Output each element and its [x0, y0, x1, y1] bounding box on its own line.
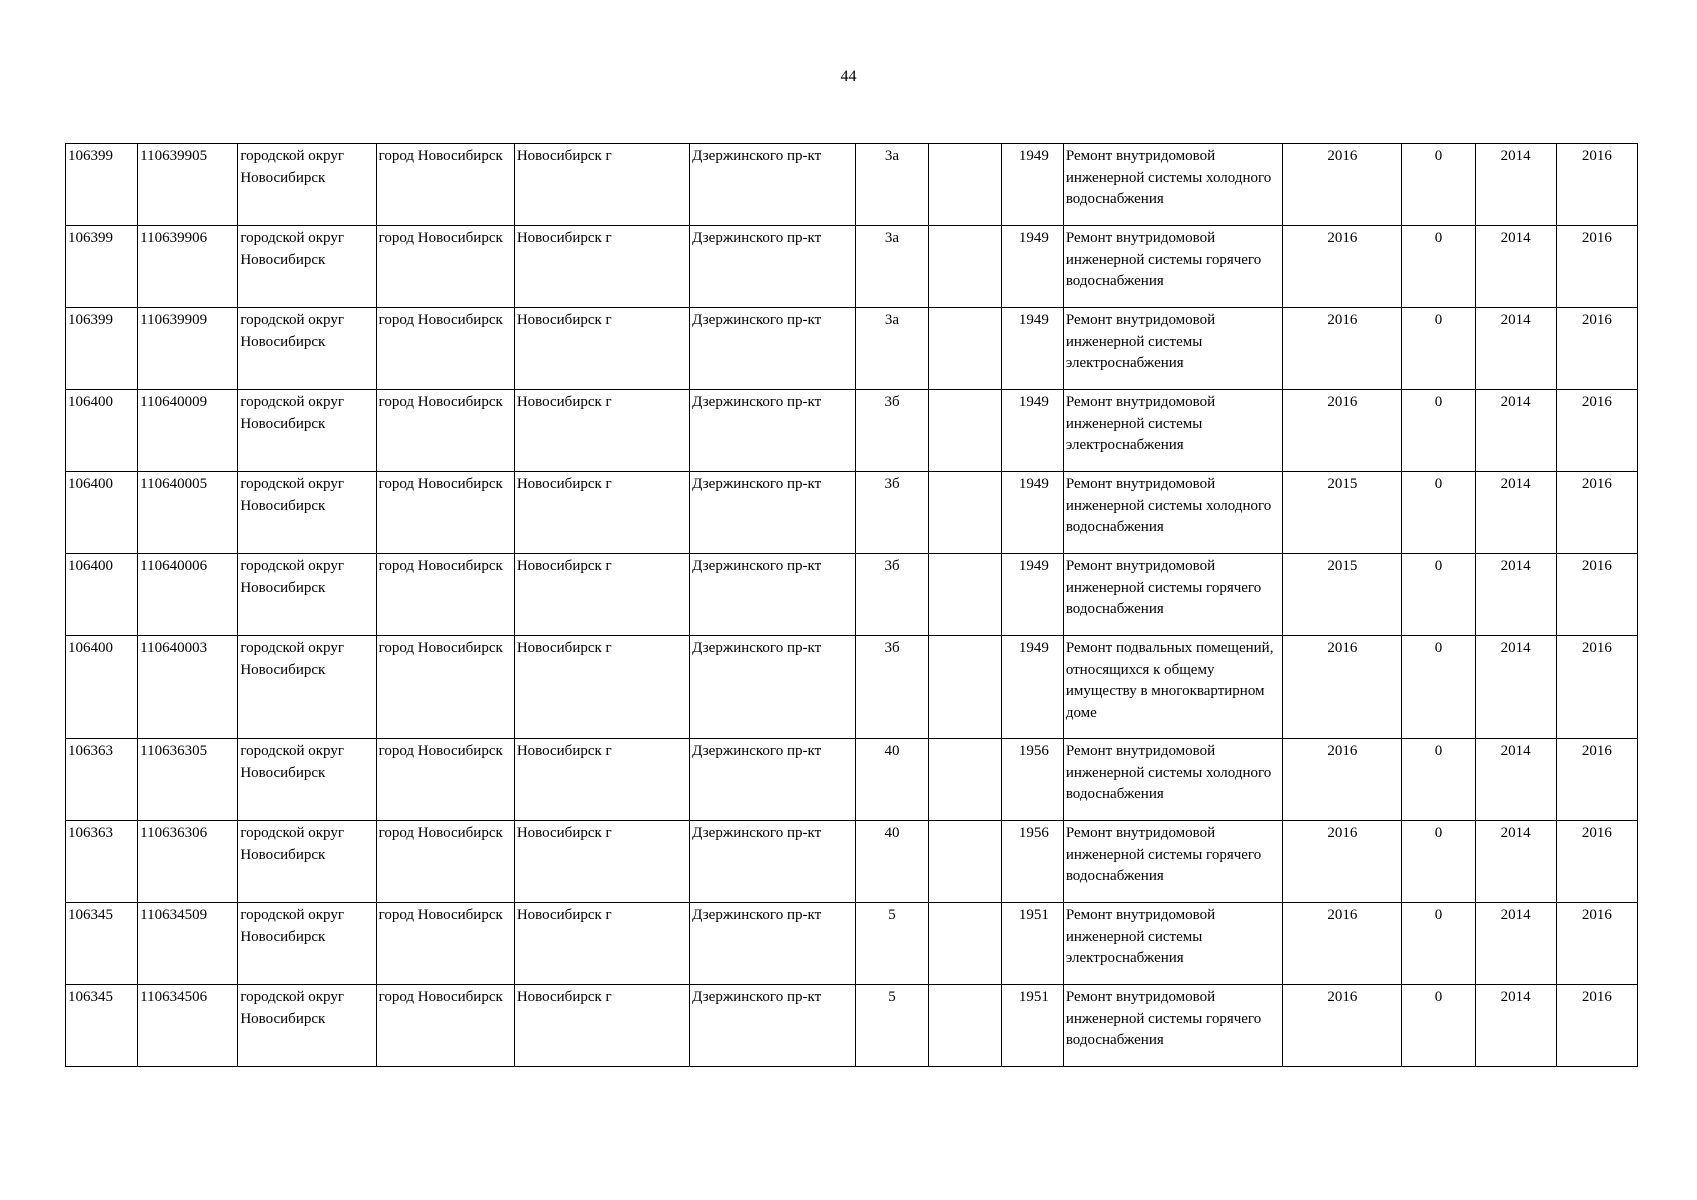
cell-planned-year: 2015 — [1283, 554, 1402, 636]
cell-municipality: городской округ Новосибирск — [238, 636, 376, 739]
cell-house-number: 5 — [856, 985, 928, 1067]
cell-period-end: 2016 — [1556, 308, 1637, 390]
cell-street: Дзержинского пр-кт — [690, 390, 856, 472]
cell-house-id: 106345 — [66, 903, 138, 985]
cell-period-end: 2016 — [1556, 739, 1637, 821]
cell-work-id: 110634509 — [138, 903, 238, 985]
table-row — [66, 554, 1638, 636]
cell-planned-year: 2016 — [1283, 985, 1402, 1067]
cell-building — [928, 144, 1001, 226]
cell-build-year: 1949 — [1001, 226, 1063, 308]
cell-house-number: 3б — [856, 636, 928, 739]
cell-house-number: 40 — [856, 739, 928, 821]
cell-period-start: 2014 — [1475, 985, 1556, 1067]
cell-house-id: 106363 — [66, 739, 138, 821]
cell-build-year: 1949 — [1001, 144, 1063, 226]
cell-street: Дзержинского пр-кт — [690, 226, 856, 308]
cell-house-id: 106399 — [66, 144, 138, 226]
cell-work-type: Ремонт внутридомовой инженерной системы горячего водоснабжения — [1063, 821, 1282, 903]
page-number: 44 — [840, 68, 857, 85]
cell-building — [928, 739, 1001, 821]
cell-street: Дзержинского пр-кт — [690, 821, 856, 903]
cell-building — [928, 985, 1001, 1067]
cell-planned-year: 2016 — [1283, 308, 1402, 390]
cell-period-end: 2016 — [1556, 821, 1637, 903]
cell-period-end: 2016 — [1556, 554, 1637, 636]
cell-build-year: 1951 — [1001, 985, 1063, 1067]
cell-settlement: город Новосибирск — [376, 903, 514, 985]
cell-work-type: Ремонт внутридомовой инженерной системы горячего водоснабжения — [1063, 985, 1282, 1067]
cell-zero-value: 0 — [1402, 821, 1475, 903]
table-body — [66, 144, 1638, 1067]
cell-settlement: город Новосибирск — [376, 554, 514, 636]
cell-zero-value: 0 — [1402, 226, 1475, 308]
cell-municipality: городской округ Новосибирск — [238, 739, 376, 821]
cell-locality: Новосибирск г — [514, 308, 689, 390]
cell-work-id: 110639905 — [138, 144, 238, 226]
cell-zero-value: 0 — [1402, 903, 1475, 985]
cell-zero-value: 0 — [1402, 390, 1475, 472]
cell-build-year: 1956 — [1001, 739, 1063, 821]
cell-street: Дзержинского пр-кт — [690, 985, 856, 1067]
cell-settlement: город Новосибирск — [376, 636, 514, 739]
cell-house-id: 106399 — [66, 226, 138, 308]
cell-settlement: город Новосибирск — [376, 144, 514, 226]
cell-zero-value: 0 — [1402, 554, 1475, 636]
cell-municipality: городской округ Новосибирск — [238, 308, 376, 390]
cell-work-type: Ремонт внутридомовой инженерной системы электроснабжения — [1063, 390, 1282, 472]
cell-house-number: 3а — [856, 308, 928, 390]
cell-street: Дзержинского пр-кт — [690, 903, 856, 985]
cell-building — [928, 472, 1001, 554]
cell-municipality: городской округ Новосибирск — [238, 821, 376, 903]
table-row — [66, 390, 1638, 472]
cell-settlement: город Новосибирск — [376, 472, 514, 554]
cell-settlement: город Новосибирск — [376, 390, 514, 472]
cell-building — [928, 390, 1001, 472]
cell-period-start: 2014 — [1475, 636, 1556, 739]
cell-work-type: Ремонт внутридомовой инженерной системы электроснабжения — [1063, 903, 1282, 985]
cell-planned-year: 2016 — [1283, 821, 1402, 903]
cell-building — [928, 903, 1001, 985]
cell-build-year: 1949 — [1001, 636, 1063, 739]
cell-period-end: 2016 — [1556, 390, 1637, 472]
cell-house-number: 40 — [856, 821, 928, 903]
cell-work-type: Ремонт внутридомовой инженерной системы холодного водоснабжения — [1063, 739, 1282, 821]
cell-house-id: 106363 — [66, 821, 138, 903]
cell-period-start: 2014 — [1475, 739, 1556, 821]
cell-house-id: 106400 — [66, 636, 138, 739]
cell-build-year: 1956 — [1001, 821, 1063, 903]
cell-settlement: город Новосибирск — [376, 739, 514, 821]
cell-building — [928, 226, 1001, 308]
cell-work-id: 110640006 — [138, 554, 238, 636]
cell-zero-value: 0 — [1402, 985, 1475, 1067]
cell-planned-year: 2016 — [1283, 390, 1402, 472]
cell-building — [928, 636, 1001, 739]
cell-build-year: 1949 — [1001, 472, 1063, 554]
cell-zero-value: 0 — [1402, 472, 1475, 554]
cell-locality: Новосибирск г — [514, 903, 689, 985]
cell-house-number: 3б — [856, 390, 928, 472]
cell-locality: Новосибирск г — [514, 985, 689, 1067]
cell-zero-value: 0 — [1402, 739, 1475, 821]
cell-house-id: 106345 — [66, 985, 138, 1067]
cell-locality: Новосибирск г — [514, 144, 689, 226]
cell-period-start: 2014 — [1475, 144, 1556, 226]
cell-work-type: Ремонт внутридомовой инженерной системы горячего водоснабжения — [1063, 226, 1282, 308]
cell-zero-value: 0 — [1402, 144, 1475, 226]
cell-planned-year: 2016 — [1283, 144, 1402, 226]
cell-municipality: городской округ Новосибирск — [238, 226, 376, 308]
cell-house-number: 3б — [856, 554, 928, 636]
cell-period-start: 2014 — [1475, 308, 1556, 390]
cell-municipality: городской округ Новосибирск — [238, 472, 376, 554]
works-registry-table — [65, 143, 1638, 1067]
cell-municipality: городской округ Новосибирск — [238, 554, 376, 636]
cell-locality: Новосибирск г — [514, 554, 689, 636]
cell-house-id: 106400 — [66, 390, 138, 472]
cell-house-id: 106400 — [66, 472, 138, 554]
cell-locality: Новосибирск г — [514, 226, 689, 308]
cell-zero-value: 0 — [1402, 636, 1475, 739]
cell-settlement: город Новосибирск — [376, 226, 514, 308]
cell-work-id: 110640003 — [138, 636, 238, 739]
cell-planned-year: 2015 — [1283, 472, 1402, 554]
cell-house-number: 3б — [856, 472, 928, 554]
cell-street: Дзержинского пр-кт — [690, 144, 856, 226]
cell-work-id: 110634506 — [138, 985, 238, 1067]
cell-settlement: город Новосибирск — [376, 985, 514, 1067]
cell-municipality: городской округ Новосибирск — [238, 903, 376, 985]
cell-planned-year: 2016 — [1283, 903, 1402, 985]
cell-house-number: 5 — [856, 903, 928, 985]
cell-work-type: Ремонт внутридомовой инженерной системы холодного водоснабжения — [1063, 472, 1282, 554]
cell-locality: Новосибирск г — [514, 636, 689, 739]
cell-locality: Новосибирск г — [514, 472, 689, 554]
cell-period-start: 2014 — [1475, 554, 1556, 636]
cell-house-id: 106399 — [66, 308, 138, 390]
cell-period-end: 2016 — [1556, 636, 1637, 739]
cell-period-start: 2014 — [1475, 821, 1556, 903]
cell-planned-year: 2016 — [1283, 636, 1402, 739]
cell-locality: Новосибирск г — [514, 739, 689, 821]
cell-work-id: 110639909 — [138, 308, 238, 390]
cell-period-start: 2014 — [1475, 903, 1556, 985]
table-row — [66, 821, 1638, 903]
cell-work-type: Ремонт внутридомовой инженерной системы электроснабжения — [1063, 308, 1282, 390]
cell-building — [928, 821, 1001, 903]
cell-period-end: 2016 — [1556, 985, 1637, 1067]
cell-house-number: 3а — [856, 226, 928, 308]
cell-work-type: Ремонт внутридомовой инженерной системы горячего водоснабжения — [1063, 554, 1282, 636]
cell-street: Дзержинского пр-кт — [690, 472, 856, 554]
cell-planned-year: 2016 — [1283, 226, 1402, 308]
cell-build-year: 1951 — [1001, 903, 1063, 985]
cell-period-end: 2016 — [1556, 472, 1637, 554]
table-row — [66, 985, 1638, 1067]
cell-locality: Новосибирск г — [514, 390, 689, 472]
cell-period-end: 2016 — [1556, 226, 1637, 308]
cell-street: Дзержинского пр-кт — [690, 554, 856, 636]
cell-period-end: 2016 — [1556, 903, 1637, 985]
cell-work-id: 110640005 — [138, 472, 238, 554]
cell-build-year: 1949 — [1001, 308, 1063, 390]
cell-period-start: 2014 — [1475, 226, 1556, 308]
cell-municipality: городской округ Новосибирск — [238, 390, 376, 472]
cell-street: Дзержинского пр-кт — [690, 636, 856, 739]
cell-work-id: 110640009 — [138, 390, 238, 472]
cell-municipality: городской округ Новосибирск — [238, 985, 376, 1067]
cell-period-start: 2014 — [1475, 390, 1556, 472]
cell-work-type: Ремонт подвальных помещений, относящихся к общему имуществу в многоквартирном доме — [1063, 636, 1282, 739]
table-row — [66, 308, 1638, 390]
cell-zero-value: 0 — [1402, 308, 1475, 390]
cell-locality: Новосибирск г — [514, 821, 689, 903]
table-row — [66, 739, 1638, 821]
cell-settlement: город Новосибирск — [376, 308, 514, 390]
cell-house-id: 106400 — [66, 554, 138, 636]
cell-settlement: город Новосибирск — [376, 821, 514, 903]
cell-work-type: Ремонт внутридомовой инженерной системы холодного водоснабжения — [1063, 144, 1282, 226]
table-row — [66, 144, 1638, 226]
cell-building — [928, 308, 1001, 390]
table-row — [66, 226, 1638, 308]
cell-work-id: 110639906 — [138, 226, 238, 308]
cell-street: Дзержинского пр-кт — [690, 308, 856, 390]
cell-period-start: 2014 — [1475, 472, 1556, 554]
cell-municipality: городской округ Новосибирск — [238, 144, 376, 226]
table-row — [66, 636, 1638, 739]
table-row — [66, 903, 1638, 985]
cell-build-year: 1949 — [1001, 390, 1063, 472]
cell-street: Дзержинского пр-кт — [690, 739, 856, 821]
cell-period-end: 2016 — [1556, 144, 1637, 226]
table-row — [66, 472, 1638, 554]
cell-planned-year: 2016 — [1283, 739, 1402, 821]
cell-house-number: 3а — [856, 144, 928, 226]
cell-build-year: 1949 — [1001, 554, 1063, 636]
cell-work-id: 110636306 — [138, 821, 238, 903]
cell-building — [928, 554, 1001, 636]
cell-work-id: 110636305 — [138, 739, 238, 821]
